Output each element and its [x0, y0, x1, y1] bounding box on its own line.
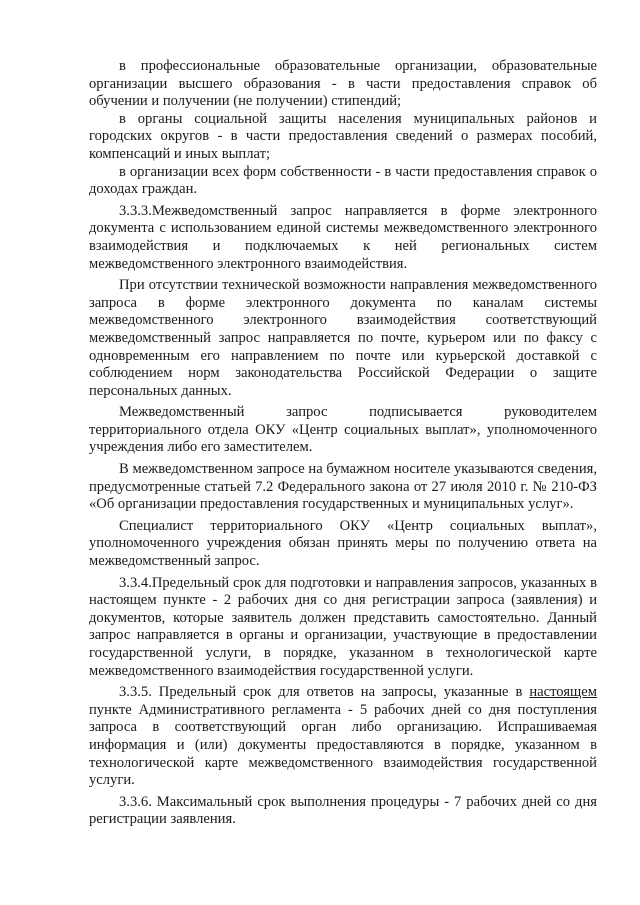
underlined-word: настоящем — [529, 684, 597, 701]
paragraph-social-protection: в органы социальной защиты населения муниципальных районов и городских округов - в части предоставления сведений о размерах пособий, компенсаций и иных выплат; — [89, 110, 597, 162]
paragraph-3-3-5-end: пункте Административного регламента - 5 рабочих дней со дня поступления запроса в соответствующий орган либо организацию. Испрашиваемая информация и (или) документы предоставляются в порядке, указанном в технологической карте межведомственного взаимодействия государственной услуги. — [89, 701, 597, 789]
paragraph-3-3-3: 3.3.3.Межведомственный запрос направляется в форме электронного документа с использованием единой системы межведомственного электронного взаимодействия и подключаемых к ней региональных систем межведомственного электронного взаимодействия. — [89, 202, 597, 272]
paragraph-specialist-duty: Специалист территориального ОКУ «Центр социальных выплат», уполномоченного учреждения обязан принять меры по получению ответа на межведомственный запрос. — [89, 517, 597, 570]
paragraph-3-3-5 — [89, 684, 597, 790]
paragraph-no-technical-possibility: При отсутствии технической возможности направления межведомственного запроса в форме электронного документа по каналам системы межведомственного электронного взаимодействия соответствующий межведомственный запрос направляется по почте, курьером или по факсу с одновременным его направлением по почте или курьерской доставкой с соблюдением норм законодательства Российской Федерации о защите персональных данных. — [89, 277, 597, 399]
paragraph-income-certificates: в организации всех форм собственности - в части предоставления справок о доходах граждан. — [89, 163, 597, 198]
document-page — [89, 58, 597, 829]
paragraph-request-signature: Межведомственный запрос подписывается руководителем территориального отдела ОКУ «Центр социальных выплат», уполномоченного учреждения либо его заместителем. — [89, 404, 597, 456]
paragraph-vocational-education: в профессиональные образовательные организации, образовательные организации высшего образования - в части предоставления справок об обучении и получении (не получении) стипендий; — [89, 58, 597, 110]
paragraph-3-3-4: 3.3.4.Предельный срок для подготовки и направления запросов, указанных в настоящем пункте - 2 рабочих дня со дня регистрации запроса (заявления) и документов, которые заявитель должен представить самостоятельно. Данный запрос направляется в органы и организации, участвующие в предоставлении государственной услуги, в порядке, указанном в технологической карте межведомственного взаимодействия государственной услуги. — [89, 574, 597, 679]
paragraph-3-3-5-start: 3.3.5. Предельный срок для ответов на запросы, указанные в — [119, 684, 530, 701]
paragraph-3-3-6: 3.3.6. Максимальный срок выполнения процедуры - 7 рабочих дней со дня регистрации заявления. — [89, 793, 597, 828]
paragraph-paper-request: В межведомственном запросе на бумажном носителе указываются сведения, предусмотренные статьей 7.2 Федерального закона от 27 июля 2010 г. № 210-ФЗ «Об организации предоставления государственных и муниципальных услуг». — [89, 461, 597, 513]
